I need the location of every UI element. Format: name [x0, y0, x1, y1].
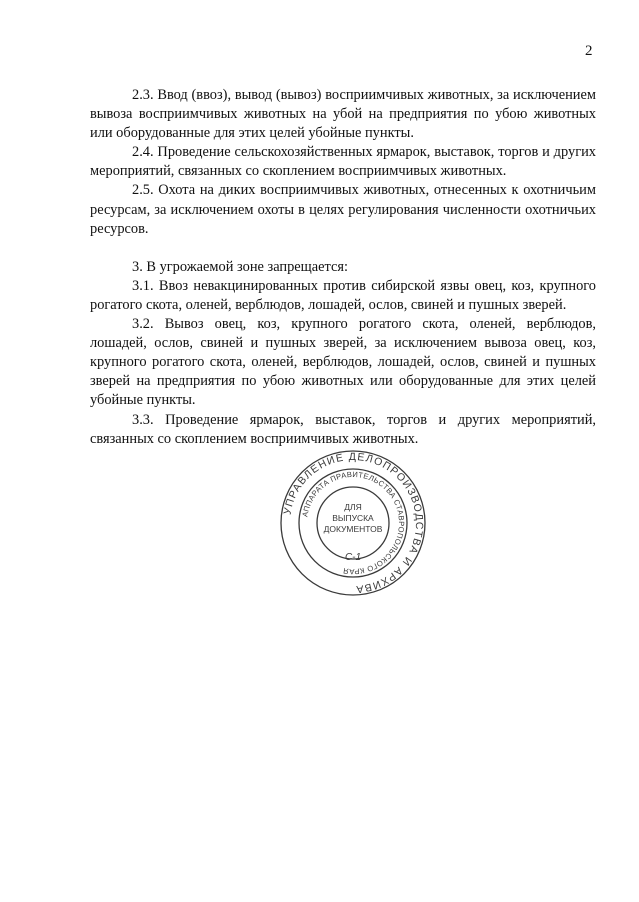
- paragraph-2-3: 2.3. Ввод (ввоз), вывод (вывоз) восприимчивых животных, за исключением вывоза восприимчивых животных на убой на предприятия по убою животных или оборудованные для этих целей убойные пункты.: [90, 87, 596, 142]
- stamp-center-line2: ВЫПУСКА: [332, 513, 374, 523]
- official-stamp: [278, 448, 428, 598]
- stamp-outer-text: УПРАВЛЕНИЕ ДЕЛОПРОИЗВОДСТВА И АРХИВА: [281, 450, 426, 596]
- stamp-center-line1: ДЛЯ: [344, 502, 362, 512]
- paragraph-2-4: 2.4. Проведение сельскохозяйственных ярмарок, выставок, торгов и других мероприятий, связанных со скоплением восприимчивых животных.: [90, 144, 596, 180]
- section-3-heading: 3. В угрожаемой зоне запрещается:: [132, 258, 349, 275]
- stamp-code: С-1: [344, 552, 362, 563]
- stamp-center-line3: ДОКУМЕНТОВ: [323, 524, 383, 534]
- paragraph-2-5: 2.5. Охота на диких восприимчивых животных, отнесенных к охотничьим ресурсам, за исключением охоты в целях регулирования численности охотничьих ресурсов.: [90, 182, 596, 237]
- stamp-inner-text: АППАРАТА ПРАВИТЕЛЬСТВА СТАВРОПОЛЬСКОГО КРАЯ: [300, 469, 407, 577]
- paragraph-3-3: 3.3. Проведение ярмарок, выставок, торгов и других мероприятий, связанных со скоплением восприимчивых животных.: [90, 411, 596, 447]
- document-body: [90, 86, 596, 449]
- paragraph-3-1: 3.1. Ввоз невакцинированных против сибирской язвы овец, коз, крупного рогатого скота, оленей, верблюдов, лошадей, ослов, свиней и пушных зверей.: [90, 277, 596, 313]
- paragraph-3-2: 3.2. Вывоз овец, коз, крупного рогатого скота, оленей, верблюдов, лошадей, ослов, свиней и пушных зверей, за исключением вывоза овец, коз, крупного рогатого скота, оленей, верблюдов, лошадей, ослов, свиней и пушных зверей на предприятия по убою животных или оборудованные для этих целей убойные пункты.: [90, 316, 596, 409]
- stamp-inner-ring: [317, 487, 389, 559]
- page-number: 2: [585, 43, 593, 59]
